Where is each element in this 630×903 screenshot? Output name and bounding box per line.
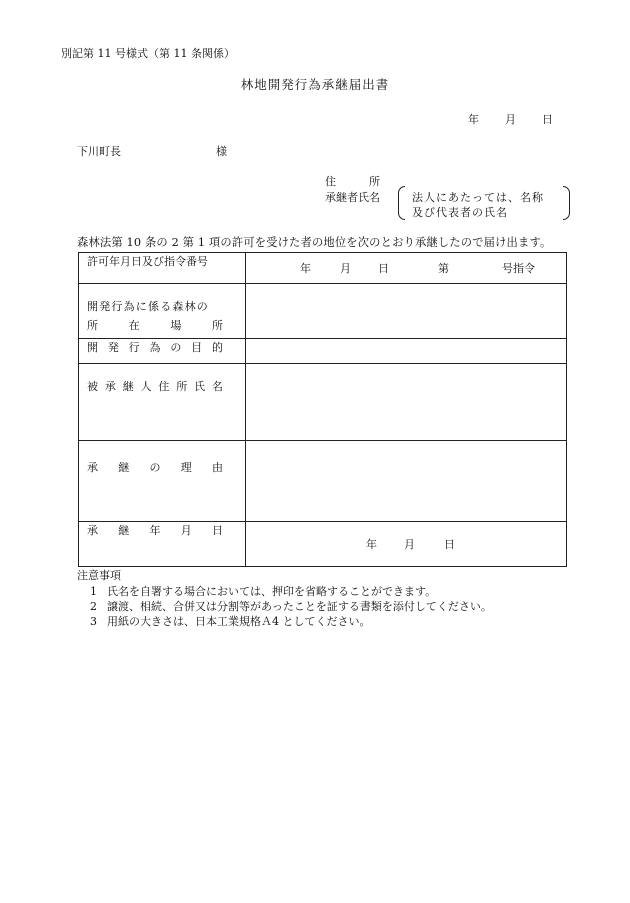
succession-month-label: 月 <box>404 538 415 551</box>
submission-date <box>468 114 553 125</box>
label-char: 氏 <box>194 380 206 393</box>
label-char: 継 <box>118 461 130 474</box>
statement-text: 森林法第 10 条の 2 第 1 項の許可を受けた者の地位を次のとおり承継したので届け出ます。 <box>77 236 552 249</box>
document-title: 林地開発行為承継届出書 <box>240 77 390 92</box>
label-char: 由 <box>212 461 223 474</box>
reason-label-cell <box>79 441 246 522</box>
label-char: 開 <box>87 341 98 354</box>
label-char: 承 <box>87 524 98 537</box>
label-char: 月 <box>180 524 192 537</box>
label-char: 行 <box>128 341 140 354</box>
note-number: 3 <box>90 615 97 628</box>
notes-title: 注意事項 <box>77 569 121 582</box>
corporate-note-line2: 及び代表者の氏名 <box>412 206 508 219</box>
note-number: 2 <box>90 600 97 613</box>
table-row <box>79 339 567 364</box>
label-char: の <box>149 461 161 474</box>
label-char: 為 <box>149 341 161 354</box>
forest-location-label-cell <box>79 284 246 339</box>
corporate-note-line1: 法人にあたっては、名称 <box>412 191 544 204</box>
reason-label <box>87 459 223 475</box>
table-row <box>79 253 567 284</box>
forest-location-label-line1: 開発行為に係る森林の <box>87 300 209 313</box>
date-year-label: 年 <box>468 113 479 126</box>
succession-date-value-cell[interactable] <box>246 522 567 567</box>
label-char: 場 <box>170 319 182 332</box>
label-char: 名 <box>211 380 223 393</box>
predecessor-label <box>87 378 223 394</box>
addressee-suffix: 様 <box>216 145 227 158</box>
note-text: 氏名を自署する場合においては、押印を省略することができます。 <box>107 585 437 598</box>
predecessor-label-cell <box>79 364 246 441</box>
label-char: 発 <box>107 341 119 354</box>
succession-day-label: 日 <box>444 538 455 551</box>
table-row <box>79 364 567 441</box>
date-day-label: 日 <box>542 113 553 126</box>
purpose-label-cell <box>79 339 246 364</box>
label-char: 所 <box>211 319 223 332</box>
permit-no-prefix: 第 <box>438 262 449 275</box>
successor-name-label: 承継者氏名 <box>325 191 380 204</box>
label-char: 継 <box>118 524 130 537</box>
note-text: 譲渡、相続、合併又は分割等があったことを証する書類を添付してください。 <box>107 600 492 613</box>
label-char: 継 <box>122 380 134 393</box>
note-number: 1 <box>90 585 97 598</box>
predecessor-value-cell[interactable] <box>246 364 567 441</box>
label-char: の <box>170 341 182 354</box>
label-char: 目 <box>191 341 203 354</box>
permit-day-label: 日 <box>378 262 389 275</box>
label-char: 在 <box>128 319 140 332</box>
date-month-label: 月 <box>505 113 516 126</box>
permit-year-label: 年 <box>300 262 311 275</box>
reason-value-cell[interactable] <box>246 441 567 522</box>
succession-form-table <box>78 252 567 567</box>
address-label-char-2: 所 <box>369 175 380 188</box>
label-char: 的 <box>211 341 223 354</box>
label-char: 被 <box>87 380 98 393</box>
permit-month-label: 月 <box>340 262 351 275</box>
purpose-value-cell[interactable] <box>246 339 567 364</box>
forest-location-value-cell[interactable] <box>246 284 567 339</box>
purpose-label <box>87 339 223 355</box>
succession-date-label <box>87 522 223 538</box>
permit-value-cell[interactable] <box>246 253 567 284</box>
label-char: 人 <box>140 380 152 393</box>
permit-no-suffix: 号指令 <box>502 262 535 275</box>
label-char: 所 <box>176 380 188 393</box>
label-char: 年 <box>149 524 161 537</box>
permit-label-cell <box>79 253 246 284</box>
form-number: 別記第 11 号様式（第 11 条関係） <box>61 47 235 60</box>
address-label-char-1: 住 <box>325 175 336 188</box>
label-char: 承 <box>104 380 116 393</box>
label-char: 日 <box>212 524 223 537</box>
note-text: 用紙の大きさは、日本工業規格Ａ4 としてください。 <box>107 615 371 628</box>
label-char: 承 <box>87 461 98 474</box>
succession-date-label-cell <box>79 522 246 567</box>
table-row <box>79 284 567 339</box>
label-char: 住 <box>158 380 170 393</box>
applicant-address-label <box>325 176 380 187</box>
addressee-name: 下川町長 <box>77 145 121 158</box>
forest-location-label-line2 <box>87 317 223 333</box>
succession-year-label: 年 <box>366 538 377 551</box>
table-row <box>79 522 567 567</box>
table-row <box>79 441 567 522</box>
label-char: 理 <box>180 461 192 474</box>
label-char: 所 <box>87 319 98 332</box>
permit-label: 許可年月日及び指令番号 <box>87 255 208 268</box>
